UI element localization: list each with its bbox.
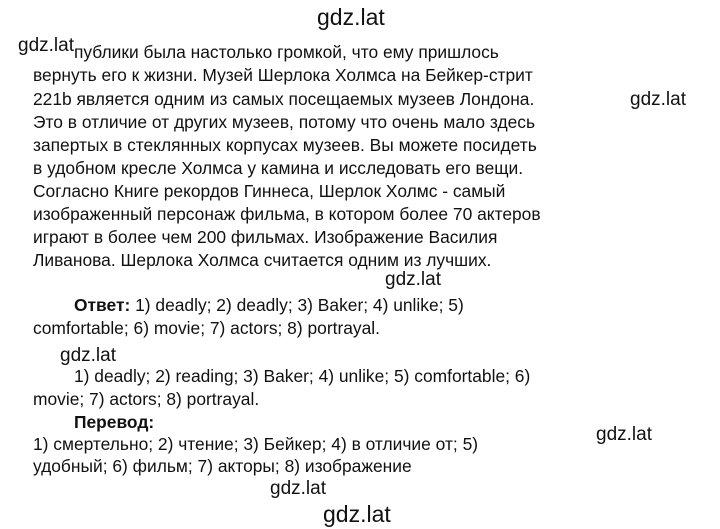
answer-alt-line-1: 1) deadly; 2) reading; 3) Baker; 4) unlike; 5) comfortable; 6) xyxy=(74,366,531,386)
answer-label: Ответ: xyxy=(74,295,131,315)
paragraph-line: запертых в стеклянных корпусах музеев. Вы можете посидеть xyxy=(33,135,537,155)
paragraph-line: вернуть его к жизни. Музей Шерлока Холмса на Бейкер-стрит xyxy=(33,65,533,85)
watermark-left-top: gdz.lat xyxy=(18,35,74,56)
watermark-bottom-small: gdz.lat xyxy=(270,478,326,499)
watermark-top: gdz.lat xyxy=(317,4,385,30)
watermark-right-upper: gdz.lat xyxy=(630,89,686,110)
paragraph-line: играют в более чем 200 фильмах. Изображение Василия xyxy=(33,227,498,247)
answer-line-2: comfortable; 6) movie; 7) actors; 8) portrayal. xyxy=(33,318,380,338)
paragraph-line: Это в отличие от других музеев, потому что очень мало здесь xyxy=(33,112,536,132)
paragraph-line: в удобном кресле Холмса у камина и исследовать его вещи. xyxy=(33,158,524,178)
paragraph-line: Согласно Книге рекордов Гиннеса, Шерлок Холмс - самый xyxy=(33,181,506,201)
watermark-bottom: gdz.lat xyxy=(323,501,391,527)
paragraph-line: публики была настолько громкой, что ему пришлось xyxy=(74,42,499,62)
watermark-right-lower: gdz.lat xyxy=(596,424,652,445)
paragraph-line: 221b является одним из самых посещаемых музеев Лондона. xyxy=(33,89,535,109)
watermark-left-mid: gdz.lat xyxy=(60,345,116,366)
translation-line-1: 1) смертельно; 2) чтение; 3) Бейкер; 4) в отличие от; 5) xyxy=(33,434,479,454)
translation-line-2: удобный; 6) фильм; 7) актоpы; 8) изображение xyxy=(33,456,412,476)
answer-text: 1) deadly; 2) deadly; 3) Baker; 4) unlike; 5) xyxy=(130,295,464,315)
translation-label: Перевод: xyxy=(74,412,155,432)
answer-alt-line-2: movie; 7) actors; 8) portrayal. xyxy=(33,389,260,409)
watermark-mid: gdz.lat xyxy=(385,269,441,290)
paragraph-line: изображенный персонаж фильма, в котором более 70 актеров xyxy=(33,204,541,224)
paragraph-line: Ливанова. Шерлока Холмса считается одним из лучших. xyxy=(33,250,492,270)
answer-line-1 xyxy=(74,297,464,314)
